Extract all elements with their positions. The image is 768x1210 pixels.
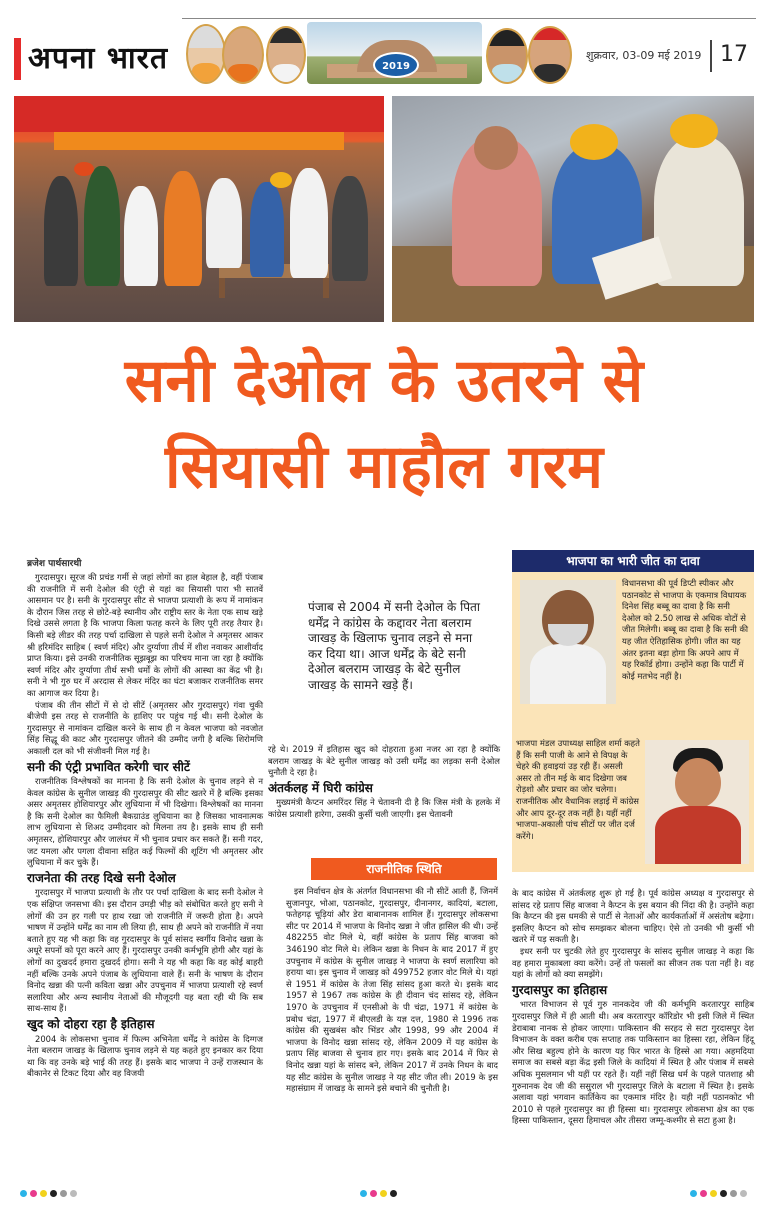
header-rule [182,18,756,19]
nomination-filing-photo [392,96,754,322]
subheading: अंतर्कलह में घिरी कांग्रेस [268,780,373,795]
masthead-accent-bar [14,38,21,80]
article-paragraph: 2004 के लोकसभा चुनाव में फिल्म अभिनेता धर्मेंद्र ने कांग्रेस के दिग्गज नेता बलराम जाखड़ के खिलाफ चुनाव लड़ने से यह कहते हुए इनकार कर दिया था कि वह उनके बड़े भाई की तरह हैं। इसके बाद भाजपा ने उन्हें राजस्थान के बीकानेर से टिकट दिया और वह विजयी [27,1033,263,1079]
nomination-rally-photo [14,96,384,322]
sidebar-title: भाजपा का भारी जीत का दावा [512,550,754,572]
subheading: खुद को दोहरा रहा है इतिहास [27,1016,155,1031]
subheading: सनी की एंट्री प्रभावित करेगी चार सीटें [27,759,190,774]
political-situation-text [286,886,498,1095]
subheading: गुरदासपुर का इतिहास [512,982,608,997]
leader-portrait-4 [486,28,528,84]
pull-quote: पंजाब से 2004 में सनी देओल के पिता धर्मेंद्र ने कांग्रेस के कद्दावर नेता बलराम जाखड़ के खिलाफ चुनाव लड़ने से मना कर दिया था। आज धर्मेंद्र के बेटे सनी देओल बलराम जाखड़ के बेटे सुनील जाखड़ के सामने खड़े हैं। [308,600,480,692]
article-column-1 [27,572,263,1080]
article-paragraph: गुरदासपुर। सूरज की प्रचंड गर्मी से जहां लोगों का हाल बेहाल है, वहीं पंजाब की राजनीति में सनी देओल की एंट्री से यहां का सियासी पारा भी सातवें आसमान पर है। सनी के गुरदासपुर सीट से भाजपा प्रत्याशी के रूप में नामांकन के दौरान जिस तरह से छोटे-बड़े स्थानीय और राष्ट्रीय स्तर के नेता एक साथ खड़े दिखे उससे लगता है कि भाजपा किला फतह करने के लिए पूरी तरह तैयार है। किसी बड़े लीडर की तरह पर्चा दाखिला से पहले सनी देओल ने अमृतसर आकर श्री हरिमंदिर साहिब ( स्वर्ण मंदिर) और दुर्ग्याणा तीर्थ में शीश नवाकर आशीर्वाद प्राप्त किया। इसे उनकी राजनीतिक सूझबूझ का परिचय माना जा रहा है क्योंकि स्वर्ण मंदिर और दुर्ग्याणा तीर्थ सभी धर्मों के लोगों की आस्था का केंद्र भी है। सनी ने भी गुरु घर में अरदास से लेकर मंदिर का घंटा बजाकर राजनीतिक समर का आगाज कर दिया है। [27,572,263,698]
page-number: 17 [720,42,748,67]
leader-portrait-2 [222,26,264,84]
article-column-2 [268,744,500,821]
byline: ब्रजेश पार्थसारथी [27,559,82,569]
headline-line-1: सनी देओल के उतरने से [124,346,644,416]
page-number-separator [710,40,712,72]
main-headline [0,338,768,510]
parliament-election-graphic [307,22,482,84]
leader-portrait-1 [186,24,226,84]
masthead-title: अपना भारत [28,41,169,76]
article-paragraph: के बाद कांग्रेस में अंतर्कलह शुरू हो गई है। पूर्व कांग्रेस अध्यक्ष व गुरदासपुर से सांसद रहे प्रताप सिंह बाजवा ने कैप्टन के इस बयान की निंदा की है। उन्होंने कहा कि कैप्टन की इस धमकी से पार्टी से नेताओं और कार्यकर्ताओं में असंतोष बढ़ेगा। इसलिए कैप्टन को सोच समझकर बोलना चाहिए। ऐसे तो उनकी भी कुर्सी भी खतरे में पड़ सकती है। [512,888,754,945]
article-paragraph: राजनीतिक विश्लेषकों का मानना है कि सनी देओल के चुनाव लड़ने से न केवल कांग्रेस के सुनील जाखड़ की गुरदासपुर की सीट खतरे में है बल्कि इसका असर अमृतसर होशियारपुर और लुधियाना में भी दिखेगा। विश्लेषकों का मानना है कि सनी देओल का फैमिली बैकग्राउंड लुधियाना का है जिसका भावनात्मक लाभ लुधियाना से शिअद उम्मीदवार को मिलना तय है। इसके साथ ही सनी अमृतसर, होशियारपुर और जालंधर में भी चुनाव प्रचार कर सकते हैं। सनी गदर, जट यमला और पगला दीवाना सहित कई फिल्मों की शूटिंग भी अमृतसर और लुधियाना में कर चुके हैं। [27,776,263,868]
portrait-sahil-sharma [645,740,749,864]
article-paragraph: इधर सनी पर चुटकी लेते हुए गुरदासपुर के सांसद सुनील जाखड़ ने कहा कि वह हमारा मुकाबला क्या करेंगे। उन्हें तो फसलों का सीजन तक पता नहीं है। वह यहां के लोगों को क्या समझेंगे। [512,945,754,980]
print-registration-marks [0,1190,768,1204]
political-situation-title: राजनीतिक स्थिति [311,858,497,880]
election-year-badge: 2019 [373,52,419,78]
sidebar-text-2: भाजपा मंडल उपाध्यक्ष साहिल शर्मा कहते हैं कि सनी पाजी के आने से विपक्ष के चेहरे की हवाइयां उड़ रही हैं। असली असर तो तीन मई के बाद दिखेगा जब रोड़शो और प्रचार का जोर चलेगा। राजनीतिक और वैधानिक लड़ाई में कांग्रेस और आप दूर-दूर तक नहीं है। यहीं नहीं भाजपा-अकाली पांच सीटों पर जीत दर्ज करेंगे। [516,738,640,841]
article-paragraph: पंजाब की तीन सीटों में से दो सीटें (अमृतसर और गुरदासपुर) गंवा चुकी बीजेपी इस तरह से राजनीति के हाशिए पर पहुंच गई थी। सनी देओल के गुरदासपुर से नामांकन दाखिल करने के साथ ही न केवल भाजपा को नवजोत सिंह सिद्धू की काट और गुरदासपुर जीतने की उम्मीद जगी है बल्कि शिरोमणि अकाली दल को भी संजीवनी मिल गई है। [27,699,263,756]
subheading: राजनेता की तरह दिखे सनी देओल [27,870,176,885]
article-paragraph: रहे थे। 2019 में इतिहास खुद को दोहराता हुआ नजर आ रहा है क्योंकि बलराम जाखड़ के बेटे सुनील जाखड़ को उसी धर्मेंद्र का लड़का सनी देओल चुनौती दे रहा है। [268,744,500,778]
sidebar-text-1: विधानसभा की पूर्व डिप्टी स्पीकर और पठानकोट से भाजपा के एकमात्र विधायक दिनेश सिंह बब्बू का दावा है कि सनी देओल को 2.50 लाख से अधिक वोटों से जीत मिलेगी। बब्बू का दावा है कि सनी की यह जीत ऐतिहासिक होगी। जीत का यह अंतर इतना बड़ा होगा कि अपने आप में यह रिकॉर्ड होगा। उन्होंने कहा कि पार्टी में कोई मतभेद नहीं है। [622,578,749,681]
portrait-dinesh-babbu [520,580,616,704]
issue-date: शुक्रवार, 03-09 मई 2019 [586,49,702,62]
leader-portrait-3 [266,26,306,84]
headline-line-2: सियासी माहौल गरम [164,432,604,502]
article-paragraph: इस निर्वाचन क्षेत्र के अंतर्गत विधानसभा की नौ सीटें आती हैं, जिनमें सुजानपुर, भोआ, पठानकोट, गुरदासपुर, दीनानगर, कादियां, बटाला, फतेहगढ़ चूड़ियां और डेरा बाबानानक शामिल हैं। गुरदासपुर लोकसभा सीट पर 2014 में भाजपा के विनोद खन्ना ने जीत हासिल की थी। उन्हें 482255 वोट मिले थे, वहीं कांग्रेस के प्रताप सिंह बाजवा को 346190 वोट मिले थे। लेकिन खन्ना के निधन के बाद 2017 में हुए उपचुनाव में कांग्रेस के सुनील जाखड़ ने भाजपा के स्वर्ण सलारिया को हराया था। इस चुनाव में जाखड़ को 499752 हजार वोट मिले थे। यहां से 1951 में कांग्रेस के तेजा सिंह सांसद हुआ करते थे। इसके बाद 1957 से 1967 तक कांग्रेस के ही दीवान चंद सांसद रहे, लेकिन 1970 के उपचुनाव में एनसीओ के पी चंद्रा, 1971 में कांग्रेस के प्रबोध चंद्रा, 1977 में बीएलडी के यज्ञ दत्त, 1980 से 1996 तक कांग्रेस की सुखबंस कौर भिंडर और 1998, 99 और 2004 में भाजपा के विनोद खन्ना सांसद रहे, लेकिन 2009 में यह कांग्रेस के प्रताप सिंह बाजवा से चुनाव हार गए। इसके बाद 2014 में फिर से विनोद खन्ना यहां के सांसद बने, लेकिन 2017 में उनके निधन के बाद यह सीट कांग्रेस के सुनील जाखड़ ने यह सीट जीत ली। 2019 के इस महासंग्राम में जाखड़ के सामने इसे बचाने की चुनौती है। [286,886,498,1094]
article-paragraph: मुख्यमंत्री कैप्टन अमरिंदर सिंह ने चेतावनी दी है कि जिस मंत्री के हलके में कांग्रेस प्रत्याशी हारेगा, उसकी कुर्सी चली जाएगी। इस चेतावनी [268,797,500,819]
leader-portrait-5 [528,26,572,84]
article-column-3 [512,888,754,1127]
article-paragraph: भारत विभाजन से पूर्व गुरु नानकदेव जी की कर्मभूमि करतारपुर साहिब गुरदासपुर जिले में ही आती थी। अब करतारपुर कॉरिडोर भी इसी जिले में स्थित डेराबाबा नानक से होकर जाएगा। पाकिस्तान की सरहद से सटा गुरदासपुर देश विभाजन के वक्त करीब एक सप्ताह तक पाकिस्तान का हिस्सा रहा, लेकिन हिंदू और सिख बहुल्य होने के कारण यह फिर भारत के हिस्से आ गया। अहमदिया समाज का सबसे बड़ा केंद्र इसी जिले के कादियां में स्थित है और पंजाब में सबसे अधिक मुसलमान भी यहीं पर रहते हैं। यहीं नहीं सिख धर्म के पहले पातशाह श्री गुरुनानक देव जी की ससुराल भी गुरदासपुर जिले के बटाला में स्थित है। इसके अलावा यहां भगवान कार्तिकेय का एकमात्र मंदिर है। यही नहीं पठानकोट भी 2010 से पहले गुरदासपुर का ही हिस्सा था। गुरदासपुर लोकसभा क्षेत्र का एक हिस्सा पाकिस्तान, दूसरा हिमाचल और तीसरा जम्मू-कश्मीर से सटा हुआ है। [512,999,754,1126]
article-paragraph: गुरदासपुर में भाजपा प्रत्याशी के तौर पर पर्चा दाखिला के बाद सनी देओल ने एक संक्षिप्त जनसभा की। इस दौरान उमड़ी भीड़ को संबोधित करते हुए सनी ने लोगों की उन हर गली पर हाथ रखा जो राजनीति में जरूरी होता है। अपने भाषण में उन्होंने धर्मेंद्र का नाम ली लिया ही, साथ ही अपने को राजनीति में नया बताते हुए यह भी कहा कि वह गुरदासपुर के पूर्व सांसद स्वर्गीय विनोद खन्ना के अधूरे सपनों को पूरा करने आए हैं। गुरदासपुर उनकी कर्मभूमि होगी और यहां के लोगों का दुखदर्द हमारा दुखदर्द होगा। सनी ने यह भी कहा कि वह कोई बाहरी नहीं बल्कि उनके अपने पंजाब के लुधियाना वाले हैं। सनी के भाषण के दौरान विनोद खन्ना की पत्नी कविता खन्ना और उपचुनाव में भाजपा प्रत्याशी रहे स्वर्ण सलारिया और अन्य स्थानीय नेताओं की मौजूदगी यह बता रही थी कि सब साथ-साथ हैं। [27,887,263,1014]
